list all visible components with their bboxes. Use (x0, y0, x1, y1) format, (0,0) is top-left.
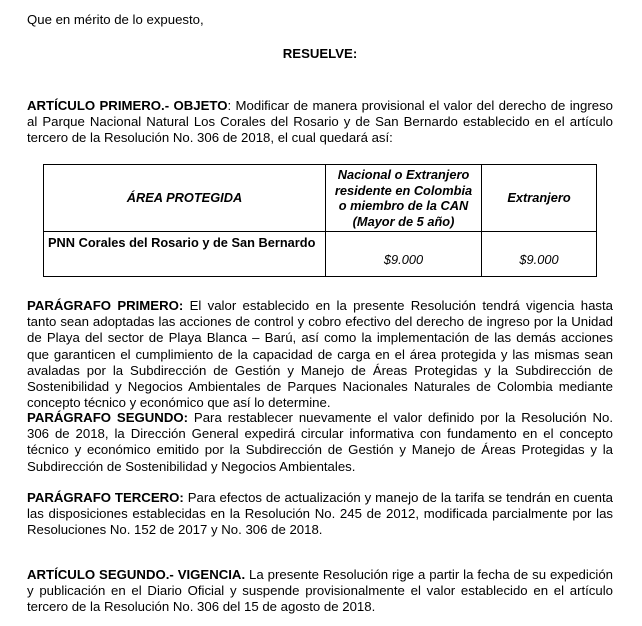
header-area: ÁREA PROTEGIDA (44, 165, 326, 232)
cell-foreign: $9.000 (482, 232, 597, 277)
article-second-text: La presente Resolución rige a partir la fecha de su expedición y publicación en el Diario Oficial y suspende provisionalmente el valor establecido en el artículo tercero de la Resolución No. 306 del 15 de agosto de 2018. (27, 567, 614, 615)
paragraph-second-text: Para restablecer nuevamente el valor definido por la Resolución No. 306 de 2018, la Dirección General expedirá circular informativa con fundamento en el concepto técnico y económico emitido por la Subdirección de Gestión y Manejo de Áreas Protegidas y la Subdirección de Sostenibilidad y Negocios Ambientales. (27, 410, 613, 474)
article-first-title: ARTÍCULO PRIMERO.- OBJETO (27, 98, 228, 113)
article-second-title: ARTÍCULO SEGUNDO.- VIGENCIA. (27, 567, 246, 582)
resolve-heading: RESUELVE: (282, 46, 358, 61)
header-foreign: Extranjero (482, 165, 597, 232)
paragraph-second-title: PARÁGRAFO SEGUNDO: (27, 410, 188, 425)
paragraph-first (27, 298, 613, 411)
paragraph-first-title: PARÁGRAFO PRIMERO: (27, 298, 184, 313)
table-header-row (44, 165, 597, 232)
paragraph-third-text: Para efectos de actualización y manejo de la tarifa se tendrán en cuenta las disposiciones establecidas en la Resolución No. 245 de 2012, modificada parcialmente por las Resoluciones No. 152 de 2017 y No. 306 de 2018. (27, 490, 613, 538)
article-first-text: : Modificar de manera provisional el valor del derecho de ingreso al Parque Nacional Natural Los Corales del Rosario y de San Bernardo establecido en el artículo tercero de la Resolución No. 306 de 2018, el cual quedará así: (27, 98, 613, 146)
cell-national: $9.000 (326, 232, 482, 277)
article-first (27, 98, 613, 147)
paragraph-third-title: PARÁGRAFO TERCERO: (27, 490, 184, 505)
article-second (27, 567, 613, 616)
paragraph-third (27, 490, 613, 539)
cell-area: PNN Corales del Rosario y de San Bernardo (44, 232, 326, 277)
paragraph-first-text: El valor establecido en la presente Resolución tendrá vigencia hasta tanto sean adoptadas las acciones de control y cobro efectivo del derecho de ingreso por la Unidad de Playa del sector de Playa Blanca – Barú, así como la implementación de las demás acciones que garanticen el cumplimiento de la capacidad de carga en el área protegida y las mismas sean avaladas por la Subdirección de Gestión y Manejo de Áreas Protegidas y la Subdirección de Sostenibilidad y Negocios Ambientales de Parques Nacionales Naturales de Colombia mediante concepto técnico y económico que así lo determine. (27, 298, 613, 411)
fee-table (43, 164, 597, 277)
intro-text: Que en mérito de lo expuesto, (27, 12, 204, 27)
paragraph-second (27, 410, 613, 475)
header-national: Nacional o Extranjero residente en Colombia o miembro de la CAN (Mayor de 5 año) (326, 165, 482, 232)
table-row (44, 232, 597, 277)
